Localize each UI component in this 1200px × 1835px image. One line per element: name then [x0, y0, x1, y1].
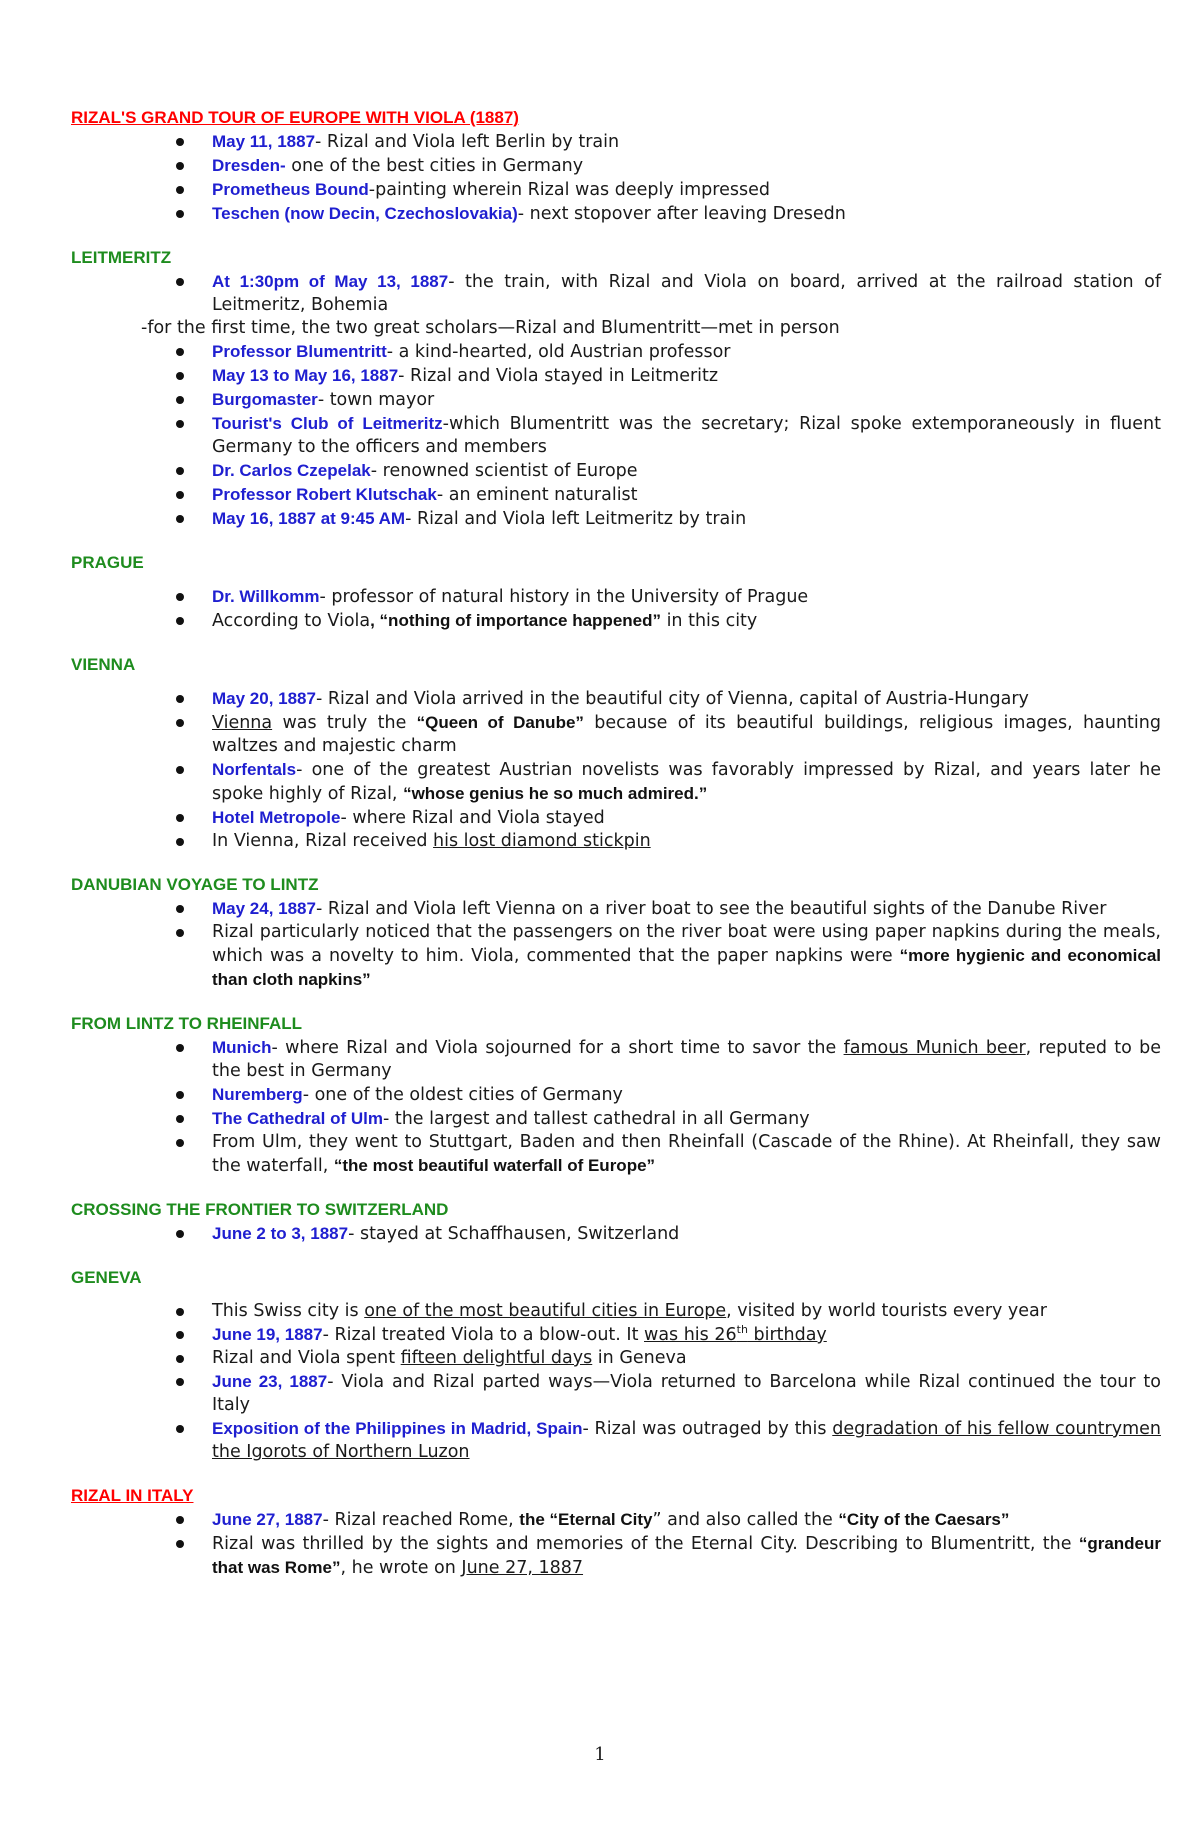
leitmeritz-note: -for the first time, the two great scholars—Rizal and Blumentritt—met in person — [141, 318, 840, 338]
grand-tour-list — [71, 130, 1161, 226]
list-item: From Ulm, they went to Stuttgart, Baden and then Rheinfall (Cascade of the Rhine). At Rheinfall, they saw the waterfall, “the most beautiful waterfall of Europe” — [212, 1132, 1161, 1176]
heading-switzerland: CROSSING THE FRONTIER TO SWITZERLAND — [71, 1200, 449, 1219]
list-item: Teschen (now Decin, Czechoslovakia)- next stopover after leaving Dresedn — [212, 202, 1161, 226]
section-danubian-voyage — [71, 873, 1161, 992]
list-item: The Cathedral of Ulm- the largest and tallest cathedral in all Germany — [212, 1107, 1161, 1131]
list-item: Dr. Willkomm- professor of natural history in the University of Prague — [212, 585, 1161, 609]
heading-grand-tour: RIZAL'S GRAND TOUR OF EUROPE WITH VIOLA (1887) — [71, 108, 519, 127]
list-item: Prometheus Bound-painting wherein Rizal was deeply impressed — [212, 178, 1161, 202]
section-italy — [71, 1484, 1161, 1580]
section-vienna — [71, 653, 1161, 853]
list-item: Nuremberg- one of the oldest cities of Germany — [212, 1083, 1161, 1107]
heading-leitmeritz: LEITMERITZ — [71, 248, 172, 267]
list-item: Burgomaster- town mayor — [212, 388, 1161, 412]
heading-prague: PRAGUE — [71, 553, 144, 572]
section-grand-tour — [71, 106, 1161, 226]
prague-list — [71, 585, 1161, 633]
list-item: Professor Robert Klutschak- an eminent naturalist — [212, 483, 1161, 507]
danubian-list — [71, 897, 1161, 992]
list-item: This Swiss city is one of the most beautiful cities in Europe, visited by world tourists every year — [212, 1300, 1161, 1323]
geneva-list — [71, 1300, 1161, 1464]
vienna-list — [71, 687, 1161, 853]
list-item: Professor Blumentritt- a kind-hearted, old Austrian professor — [212, 340, 1161, 364]
list-item: Tourist's Club of Leitmeritz-which Blumentritt was the secretary; Rizal spoke extemporaneously in fluent Germany to the officers and members — [212, 414, 1161, 457]
list-item: June 23, 1887- Viola and Rizal parted ways—Viola returned to Barcelona while Rizal continued the tour to Italy — [212, 1372, 1161, 1415]
leitmeritz-list — [71, 270, 1161, 317]
list-item: In Vienna, Rizal received his lost diamond stickpin — [212, 830, 1161, 853]
list-item: May 16, 1887 at 9:45 AM- Rizal and Viola left Leitmeritz by train — [212, 507, 1161, 531]
list-item: June 2 to 3, 1887- stayed at Schaffhausen, Switzerland — [212, 1222, 1161, 1246]
list-item: Norfentals- one of the greatest Austrian novelists was favorably impressed by Rizal, and years later he spoke highly of Rizal, “whose genius he so much admired.” — [212, 760, 1161, 804]
list-item: Dr. Carlos Czepelak- renowned scientist of Europe — [212, 459, 1161, 483]
document-page — [71, 106, 1161, 1600]
heading-italy: RIZAL IN ITALY — [71, 1486, 194, 1505]
list-item: Exposition of the Philippines in Madrid, Spain- Rizal was outraged by this degradation of his fellow countrymen the Igorots of Northern Luzon — [212, 1419, 1161, 1462]
list-item: According to Viola, “nothing of importance happened” in this city — [212, 609, 1161, 633]
list-item: Rizal and Viola spent fifteen delightful days in Geneva — [212, 1347, 1161, 1370]
page-number: 1 — [594, 1744, 606, 1765]
lintz-list — [71, 1036, 1161, 1178]
list-item: May 20, 1887- Rizal and Viola arrived in the beautiful city of Vienna, capital of Austria-Hungary — [212, 687, 1161, 711]
list-item: Dresden- one of the best cities in Germany — [212, 154, 1161, 178]
list-item: May 13 to May 16, 1887- Rizal and Viola stayed in Leitmeritz — [212, 364, 1161, 388]
section-geneva — [71, 1266, 1161, 1464]
list-item: May 11, 1887- Rizal and Viola left Berlin by train — [212, 130, 1161, 154]
list-item: Munich- where Rizal and Viola sojourned for a short time to savor the famous Munich beer, reputed to be the best in Germany — [212, 1038, 1162, 1081]
section-lintz-rheinfall — [71, 1012, 1161, 1178]
section-leitmeritz — [71, 246, 1161, 531]
section-prague — [71, 551, 1161, 633]
italy-list — [71, 1508, 1161, 1580]
heading-danubian-voyage: DANUBIAN VOYAGE TO LINTZ — [71, 875, 319, 894]
list-item: Rizal particularly noticed that the passengers on the river boat were using paper napkins during the meals, which was a novelty to him. Viola, commented that the paper napkins were “more hygienic and economical than cloth napkins” — [212, 921, 1161, 992]
heading-vienna: VIENNA — [71, 655, 136, 674]
section-switzerland — [71, 1198, 1161, 1246]
list-item: June 27, 1887- Rizal reached Rome, the “Eternal City” and also called the “City of the Caesars” — [212, 1508, 1161, 1532]
heading-lintz-rheinfall: FROM LINTZ TO RHEINFALL — [71, 1014, 303, 1033]
list-item: Vienna was truly the “Queen of Danube” because of its beautiful buildings, religious images, haunting waltzes and majestic charm — [212, 713, 1161, 756]
list-item: At 1:30pm of May 13, 1887- the train, with Rizal and Viola on board, arrived at the railroad station of Leitmeritz, Bohemia — [212, 272, 1161, 315]
list-item: May 24, 1887- Rizal and Viola left Vienna on a river boat to see the beautiful sights of the Danube River — [212, 897, 1161, 921]
switzerland-list — [71, 1222, 1161, 1246]
list-item: Hotel Metropole- where Rizal and Viola stayed — [212, 806, 1161, 830]
list-item: June 19, 1887- Rizal treated Viola to a blow-out. It was his 26th birthday — [212, 1323, 1161, 1347]
heading-geneva: GENEVA — [71, 1268, 142, 1287]
list-item: Rizal was thrilled by the sights and memories of the Eternal City. Describing to Blumentritt, the “grandeur that was Rome”, he wrote on June 27, 1887 — [212, 1534, 1161, 1578]
